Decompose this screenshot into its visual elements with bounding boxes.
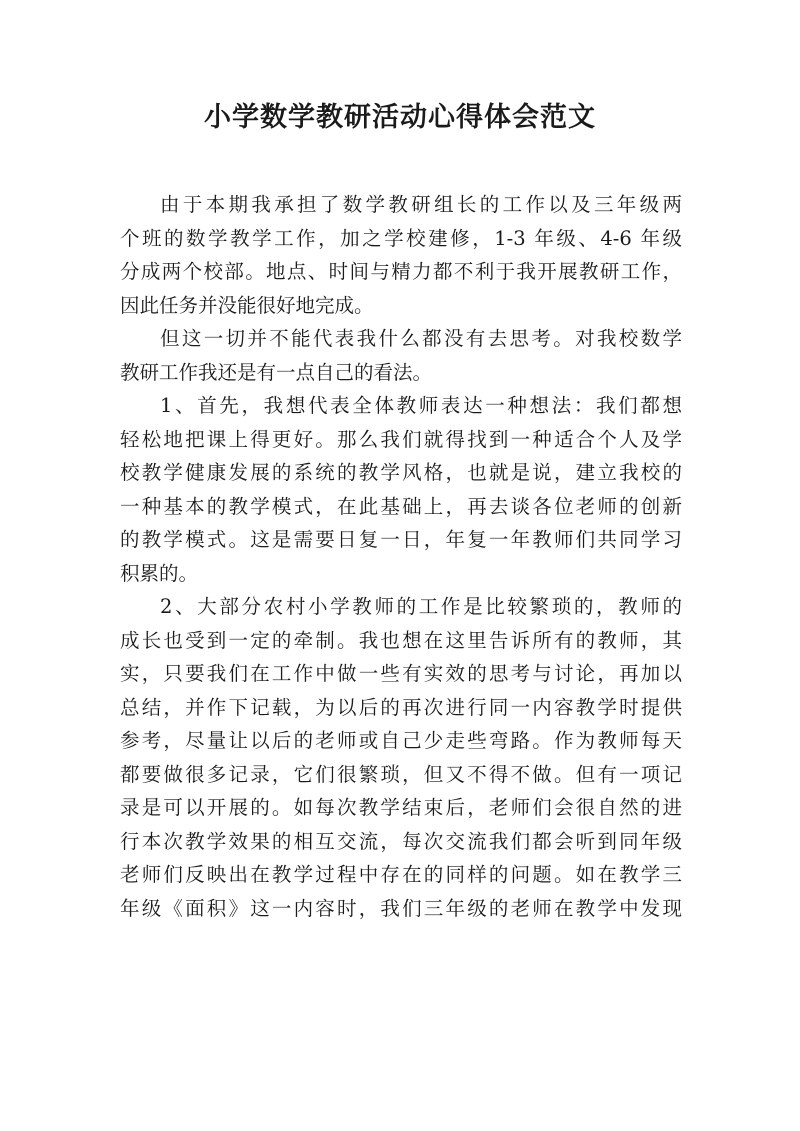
document-body — [120, 188, 682, 925]
paragraph-3-line-4: 一种基本的教学模式，在此基础上，再去谈各位老师的创新 — [120, 494, 682, 518]
paragraph-3-line-3: 校教学健康发展的系统的教学风格，也就是说，建立我校的 — [120, 461, 682, 484]
paragraph-1-line-3: 分成两个校部。地点、时间与精力都不利于我开展教研工作， — [120, 260, 682, 283]
paragraph-2-line-2: 教研工作我还是有一点自己的看法。 — [120, 360, 433, 384]
paragraph-4-line-4: 总结，并作下记载，为以后的再次进行同一内容教学时提供 — [120, 695, 682, 719]
paragraph-3-line-1: 1、首先，我想代表全体教师表达一种想法：我们都想 — [160, 394, 682, 417]
paragraph-1-line-4: 因此任务并没能很好地完成。 — [120, 293, 374, 317]
paragraph-4-line-3: 实，只要我们在工作中做一些有实效的思考与讨论，再加以 — [120, 662, 682, 685]
paragraph-3-line-2: 轻松地把课上得更好。那么我们就得找到一种适合个人及学 — [120, 427, 682, 451]
document-title: 小学数学教研活动心得体会范文 — [204, 102, 596, 133]
paragraph-4-line-9: 老师们反映出在教学过程中存在的同样的问题。如在教学三 — [120, 863, 682, 886]
paragraph-4-line-5: 参考，尽量让以后的老师或自己少走些弯路。作为教师每天 — [120, 729, 682, 752]
paragraph-4-line-2: 成长也受到一定的牵制。我也想在这里告诉所有的教师，其 — [120, 628, 682, 652]
paragraph-4-line-8: 行本次教学效果的相互交流，每次交流我们都会听到同年级 — [120, 829, 682, 853]
paragraph-3-line-6: 积累的。 — [120, 561, 199, 585]
paragraph-4-line-6: 都要做很多记录，它们很繁琐，但又不得不做。但有一项记 — [120, 762, 682, 786]
paragraph-2-line-1: 但这一切并不能代表我什么都没有去思考。对我校数学 — [160, 327, 682, 350]
paragraph-4-line-7: 录是可以开展的。如每次教学结束后，老师们会很自然的进 — [120, 796, 682, 819]
paragraph-4-line-10: 年级《面积》这一内容时，我们三年级的老师在教学中发现 — [120, 896, 682, 920]
paragraph-3-line-5: 的教学模式。这是需要日复一日，年复一年教师们共同学习 — [120, 528, 682, 551]
paragraph-4-line-1: 2、大部分农村小学教师的工作是比较繁琐的，教师的 — [160, 595, 682, 618]
paragraph-1-line-1: 由于本期我承担了数学教研组长的工作以及三年级两 — [160, 193, 682, 216]
paragraph-1-line-2: 个班的数学教学工作，加之学校建修，1-3 年级、4-6 年级 — [120, 226, 682, 250]
